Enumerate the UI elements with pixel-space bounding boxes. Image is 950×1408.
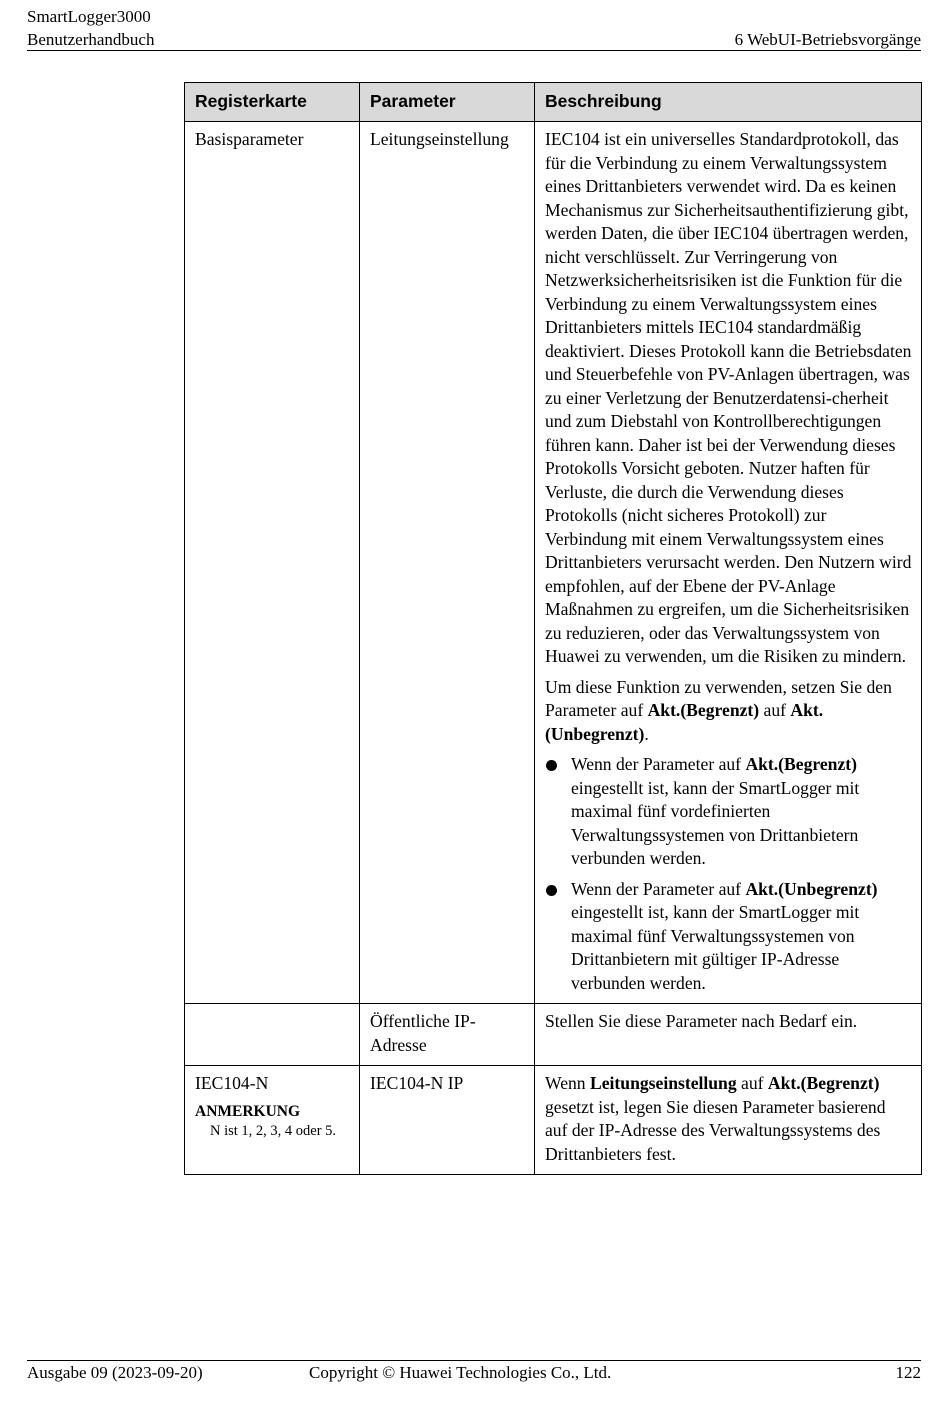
page-header-left <box>27 5 154 51</box>
tab-cell <box>185 1066 360 1175</box>
note-body: N ist 1, 2, 3, 4 oder 5. <box>210 1122 337 1139</box>
description-paragraph: Um diese Funktion zu verwenden, setzen Sie den Parameter auf Akt.(Begrenzt) auf Akt.(Unbegrenzt). <box>545 676 892 744</box>
description-cell: Wenn Leitungseinstellung auf Akt.(Begrenzt) gesetzt ist, legen Sie diesen Parameter basierend auf der IP-Adresse des Verwaltungssystems des Drittanbieters fest. <box>535 1066 922 1175</box>
parameter-table <box>184 82 922 1175</box>
param-cell: IEC104-N IP <box>360 1066 535 1175</box>
table-header-row <box>185 83 922 122</box>
list-item: Wenn der Parameter auf Akt.(Unbegrenzt) eingestellt ist, kann der SmartLogger mit maximal fünf Verwaltungssystemen von Drittanbietern mit gültiger IP-Adresse verbunden werden. <box>545 878 912 996</box>
description-paragraph: IEC104 ist ein universelles Standardprotokoll, das für die Verbindung zu einem Verwaltungssystem eines Drittanbieters verwendet wird. Da es keinen Mechanismus zur Sicherheitsauthentifizierung gibt, werden Daten, die über IEC104 übertragen werden, nicht verschlüsselt. Zur Verringerung von Netzwerksicherheitsrisiken ist die Funktion für die Verbindung zu einem Verwaltungssystem eines Drittanbieters mittels IEC104 standardmäßig deaktiviert. Dieses Protokoll kann die Betriebsdaten und Steuerbefehle von PV-Anlagen übertragen, was zu einer Verletzung der Benutzerdatensi-cherheit und zum Diebstahl von Kontrollberechtigungen führen kann. Daher ist bei der Verwendung dieses Protokolls Vorsicht geboten. Nutzer haften für Verluste, die durch die Verwendung dieses Protokolls (nicht sicheres Protokoll) zur Verbindung mit einem Verwaltungssystem eines Drittanbieters verursacht werden. Den Nutzern wird empfohlen, auf der Ebene der PV-Anlage Maßnahmen zu ergreifen, um die Sicherheitsrisiken zu reduzieren, oder das Verwaltungssystem von Huawei zu verwenden, um die Risiken zu mindern. <box>545 129 912 666</box>
copyright-label: Copyright © Huawei Technologies Co., Ltd. <box>309 1363 612 1382</box>
table-row <box>185 1066 922 1175</box>
description-cell <box>535 122 922 1004</box>
tab-cell: Basisparameter <box>185 122 360 1004</box>
product-name: SmartLogger3000 <box>27 7 151 26</box>
chapter-title: 6 WebUI-Betriebsvorgänge <box>734 30 921 49</box>
column-header-registerkarte: Registerkarte <box>185 83 360 122</box>
param-cell: Öffentliche IP-Adresse <box>360 1004 535 1066</box>
column-header-beschreibung: Beschreibung <box>535 83 922 122</box>
param-cell: Leitungseinstellung <box>360 122 535 1004</box>
tab-cell-continued <box>185 1004 360 1066</box>
column-header-parameter: Parameter <box>360 83 535 122</box>
table-row <box>185 1004 922 1066</box>
bullet-list <box>545 753 912 995</box>
bullet-icon <box>546 760 557 771</box>
header-rule <box>27 50 921 51</box>
document-title: Benutzerhandbuch <box>27 30 155 49</box>
note-title: ANMERKUNG <box>195 1102 301 1120</box>
table-row <box>185 122 922 1004</box>
bullet-icon <box>546 885 557 896</box>
tab-label: IEC104-N <box>195 1073 269 1093</box>
edition-label: Ausgabe 09 (2023-09-20) <box>27 1363 203 1382</box>
list-item: Wenn der Parameter auf Akt.(Begrenzt) eingestellt ist, kann der SmartLogger mit maximal fünf vordefinierten Verwaltungssystemen von Drittanbietern verbunden werden. <box>545 753 912 871</box>
description-cell: Stellen Sie diese Parameter nach Bedarf ein. <box>535 1004 922 1066</box>
page-number: 122 <box>895 1363 921 1382</box>
